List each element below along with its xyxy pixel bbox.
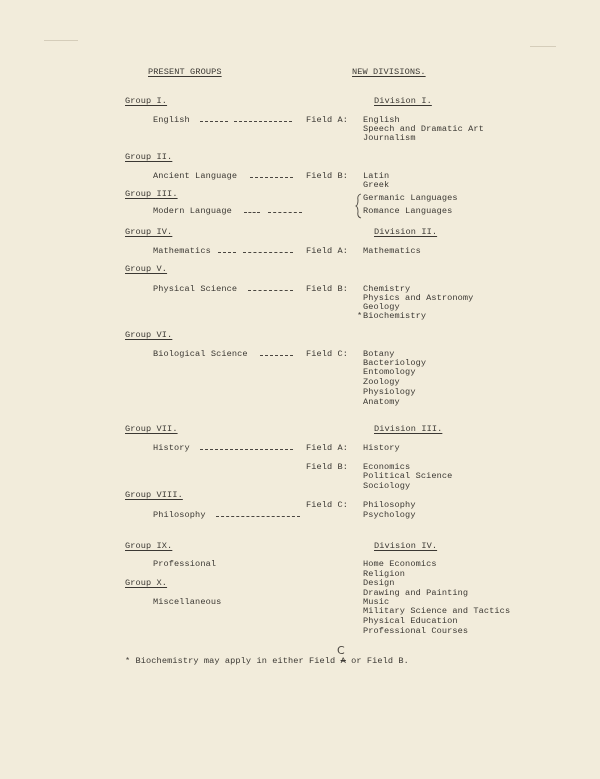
leader-dash	[268, 212, 302, 213]
list-item: Germanic Languages	[363, 193, 458, 203]
list-item: Biochemistry	[363, 311, 427, 321]
list-item: Zoology	[363, 377, 400, 387]
group-9-subject: Professional	[153, 559, 217, 569]
leader-dash	[200, 121, 228, 122]
list-item: Design	[363, 578, 395, 588]
paper-smudge	[530, 46, 556, 47]
list-item: Bacteriology	[363, 358, 427, 368]
division-3-field-b-label: Field B:	[306, 462, 349, 472]
leader-dash	[243, 252, 293, 253]
list-item: Entomology	[363, 367, 416, 377]
group-3-title: Group III.	[125, 189, 178, 199]
group-5-subject: Physical Science	[153, 284, 238, 294]
group-4-title: Group IV.	[125, 227, 173, 237]
division-2-field-c-label: Field C:	[306, 349, 349, 359]
list-item: Physical Education	[363, 616, 458, 626]
list-item: Music	[363, 597, 390, 607]
group-10-subject: Miscellaneous	[153, 597, 222, 607]
group-3-subject: Modern Language	[153, 206, 232, 216]
list-item: Speech and Dramatic Art	[363, 124, 484, 134]
list-item: Botany	[363, 349, 395, 359]
list-item: Physics and Astronomy	[363, 293, 474, 303]
list-item: History	[363, 443, 400, 453]
group-6-subject: Biological Science	[153, 349, 248, 359]
leader-dash	[248, 290, 293, 291]
leader-dash	[200, 449, 293, 450]
division-3-field-c-label: Field C:	[306, 500, 349, 510]
list-item: Religion	[363, 569, 406, 579]
list-item: Geology	[363, 302, 400, 312]
footnote-marker: *	[125, 656, 131, 666]
division-3-field-a-label: Field A:	[306, 443, 349, 453]
list-item: Philosophy	[363, 500, 416, 510]
list-item: Latin	[363, 171, 390, 181]
list-item: Mathematics	[363, 246, 421, 256]
division-2-field-a-label: Field A:	[306, 246, 349, 256]
list-item: Anatomy	[363, 397, 400, 407]
group-1-title: Group I.	[125, 96, 168, 106]
group-7-subject: History	[153, 443, 190, 453]
leader-dash	[250, 177, 293, 178]
leader-dash	[218, 252, 236, 253]
list-item: Home Economics	[363, 559, 437, 569]
brace-mark	[355, 193, 363, 219]
footnote-struck-letter: A	[340, 656, 346, 666]
division-2-field-b-label: Field B:	[306, 284, 349, 294]
list-item: Drawing and Painting	[363, 588, 469, 598]
footnote	[125, 657, 409, 667]
group-2-subject: Ancient Language	[153, 171, 238, 181]
group-1-subject: English	[153, 115, 190, 125]
list-item: Political Science	[363, 471, 453, 481]
footnote-text-end: or Field B.	[351, 656, 409, 666]
list-item: Psychology	[363, 510, 416, 520]
leader-dash	[244, 212, 260, 213]
footnote-text: Biochemistry may apply in either Field	[135, 656, 336, 666]
group-7-title: Group VII.	[125, 424, 178, 434]
header-present-groups: PRESENT GROUPS	[148, 67, 222, 77]
list-item: Greek	[363, 180, 390, 190]
group-6-title: Group VI.	[125, 330, 173, 340]
list-item: Journalism	[363, 133, 416, 143]
list-item: Economics	[363, 462, 411, 472]
group-4-subject: Mathematics	[153, 246, 211, 256]
group-5-title: Group V.	[125, 264, 168, 274]
list-item: Professional Courses	[363, 626, 469, 636]
footnote-marker: *	[357, 311, 363, 321]
group-2-title: Group II.	[125, 152, 173, 162]
leader-dash	[234, 121, 292, 122]
group-9-title: Group IX.	[125, 541, 173, 551]
group-8-subject: Philosophy	[153, 510, 206, 520]
handwritten-correction: C	[337, 644, 345, 657]
paper-smudge	[44, 40, 78, 41]
leader-dash	[216, 516, 300, 517]
list-item: Sociology	[363, 481, 411, 491]
division-3-title: Division III.	[374, 424, 443, 434]
division-1-field-a-label: Field A:	[306, 115, 349, 125]
division-4-title: Division IV.	[374, 541, 438, 551]
list-item: Romance Languages	[363, 206, 453, 216]
header-new-divisions: NEW DIVISIONS.	[352, 67, 426, 77]
list-item: Physiology	[363, 387, 416, 397]
division-2-title: Division II.	[374, 227, 438, 237]
leader-dash	[260, 355, 293, 356]
group-10-title: Group X.	[125, 578, 168, 588]
list-item: English	[363, 115, 400, 125]
group-8-title: Group VIII.	[125, 490, 183, 500]
list-item: Military Science and Tactics	[363, 606, 511, 616]
division-1-title: Division I.	[374, 96, 432, 106]
division-1-field-b-label: Field B:	[306, 171, 349, 181]
list-item: Chemistry	[363, 284, 411, 294]
